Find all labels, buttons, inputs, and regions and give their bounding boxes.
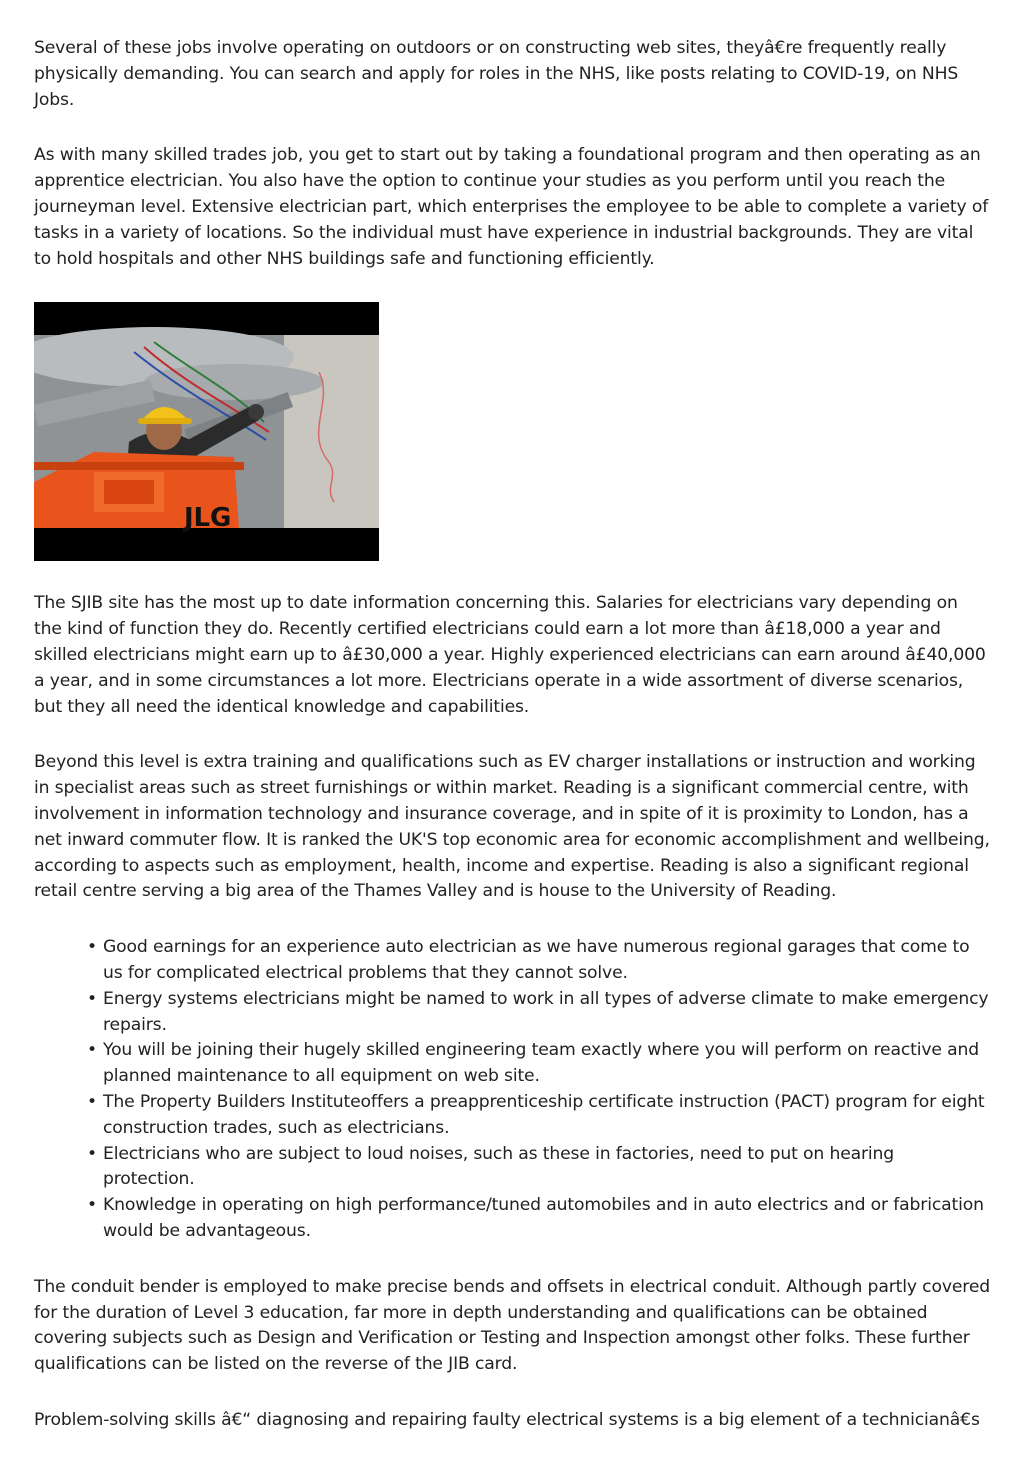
paragraph-6: Problem-solving skills â€“ diagnosing and repairing faulty electrical systems is a big element of a technicianâ€s bbox=[34, 1409, 980, 1430]
article-body bbox=[34, 36, 990, 1464]
paragraph-5: The conduit bender is employed to make precise bends and offsets in electrical conduit. Although partly covered for the duration of Level 3 education, far more in depth understanding and qualifications can be obtained covering subjects such as Design and Verification or Testing and Inspection amongst other folks. These further qualifications can be listed on the reverse of the JIB card. bbox=[34, 1276, 991, 1375]
electrician-on-lift-photo bbox=[34, 302, 379, 561]
paragraph-2: As with many skilled trades job, you get to start out by taking a foundational program and then operating as an apprentice electrician. You also have the option to continue your studies as you perform until you reach the journeyman level. Extensive electrician part, which enterprises the employee to be able to complete a variety of tasks in a variety of locations. So the individual must have experience in industrial backgrounds. They are vital to hold hospitals and other NHS buildings safe and functioning efficiently. bbox=[34, 145, 989, 269]
list-item: • You will be joining their hugely skilled engineering team exactly where you will perform on reactive and planned maintenance to all equipment on web site. bbox=[103, 1038, 990, 1090]
paragraph-3: The SJIB site has the most up to date information concerning this. Salaries for electricians vary depending on the kind of function they do. Recently certified electricians could earn a lot more than â£18,000 a year and skilled electricians might earn up to â£30,000 a year. Highly experienced electricians can earn around â£40,000 a year, and in some circumstances a lot more. Electricians operate in a wide assortment of diverse scenarios, but they all need the identical knowledge and capabilities. bbox=[34, 593, 986, 717]
svg-text:JLG: JLG bbox=[184, 503, 232, 534]
list-item: • Knowledge in operating on high performance/tuned automobiles and in auto electrics and or fabrication would be advantageous. bbox=[103, 1193, 990, 1245]
list-item: • Electricians who are subject to loud noises, such as these in factories, need to put on hearing protection. bbox=[103, 1142, 990, 1194]
list-item: • The Property Builders Instituteoffers a preapprenticeship certificate instruction (PACT) program for eight construction trades, such as electricians. bbox=[103, 1090, 990, 1142]
paragraph-4: Beyond this level is extra training and qualifications such as EV charger installations or instruction and working in specialist areas such as street furnishings or within market. Reading is a significant commercial centre, with involvement in information technology and insurance coverage, and in spite of it is proximity to London, has a net inward commuter flow. It is ranked the UK'S top economic area for economic accomplishment and wellbeing, according to aspects such as employment, health, income and expertise. Reading is also a significant regional retail centre serving a big area of the Thames Valley and is house to the University of Reading. bbox=[34, 752, 990, 902]
list-item: • Energy systems electricians might be named to work in all types of adverse climate to make emergency repairs. bbox=[103, 987, 990, 1039]
bullet-list bbox=[34, 935, 990, 1245]
paragraph-1: Several of these jobs involve operating on outdoors or on constructing web sites, theyâ€re frequently really physically demanding. You can search and apply for roles in the NHS, like posts relating to COVID-19, on NHS Jobs. bbox=[34, 38, 959, 110]
list-item: • Good earnings for an experience auto electrician as we have numerous regional garages that come to us for complicated electrical problems that they cannot solve. bbox=[103, 935, 990, 987]
